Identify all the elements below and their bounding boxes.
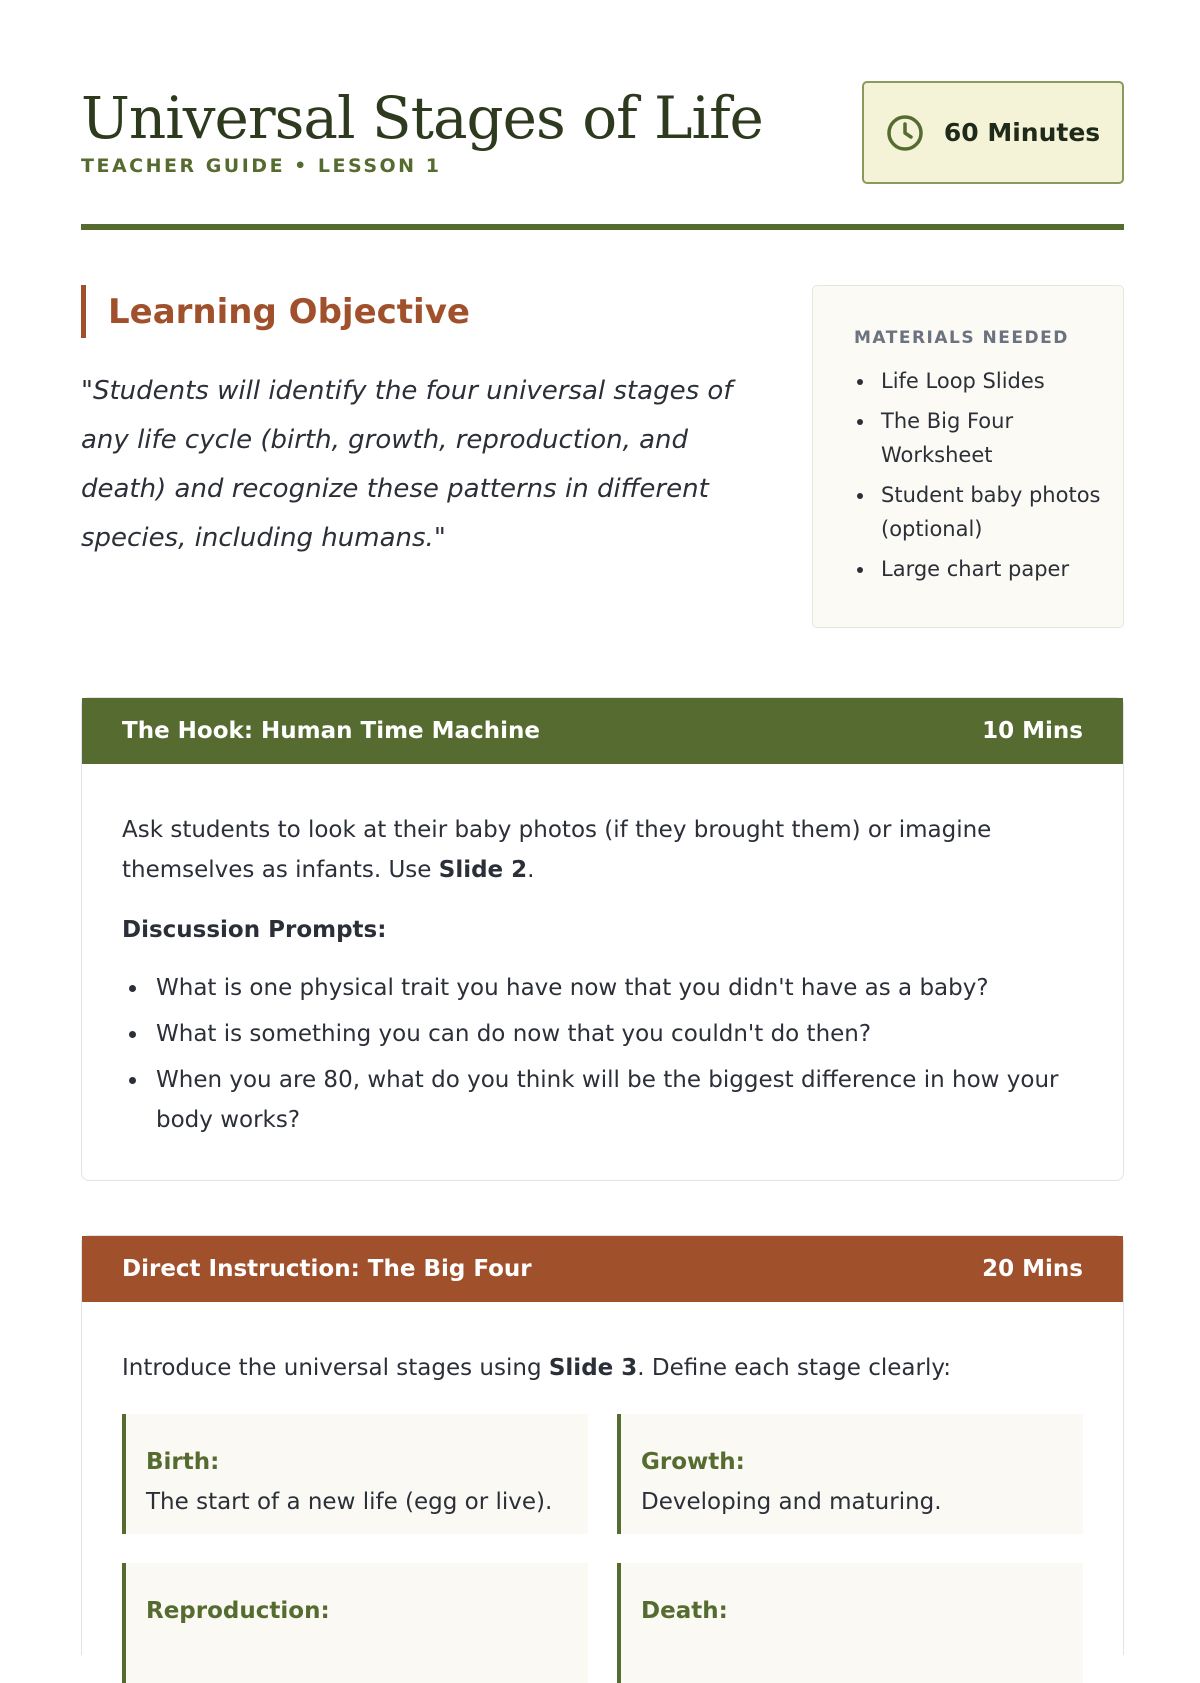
direct-intro-end: . Define each stage clearly:: [637, 1355, 952, 1381]
hook-slide-ref: Slide 2: [438, 857, 528, 883]
prompts-title: Discussion Prompts:: [122, 917, 387, 943]
direct-title: Direct Instruction: The Big Four: [122, 1256, 532, 1282]
direct-body: [82, 1302, 1123, 1683]
direct-header: [82, 1236, 1123, 1302]
hook-body: [82, 764, 1123, 1140]
materials-title: MATERIALS NEEDED: [854, 328, 1069, 348]
duration-badge: [862, 81, 1124, 184]
hook-title: The Hook: Human Time Machine: [122, 718, 540, 744]
hook-intro-text: Ask students to look at their baby photos (if they brought them) or imagine themselves as infants. Use: [122, 817, 992, 883]
clock-icon: [886, 114, 924, 152]
stages-grid: [122, 1414, 1083, 1683]
direct-intro-text: Introduce the universal stages using: [122, 1355, 549, 1381]
stage-name: Death:: [641, 1598, 728, 1624]
header: [81, 0, 1124, 231]
materials-item: Student baby photos (optional): [854, 478, 1103, 546]
direct-time: 20 Mins: [982, 1256, 1083, 1282]
objective-row: [81, 231, 1124, 631]
objective-heading: Learning Objective: [81, 285, 470, 338]
materials-box: [812, 285, 1124, 628]
duration-label: 60 Minutes: [943, 118, 1101, 147]
stage-name: Birth:: [146, 1449, 220, 1475]
direct-instruction-section: [81, 1235, 1124, 1655]
hook-section: [81, 697, 1124, 1181]
stage-name: Reproduction:: [146, 1598, 330, 1624]
stage-card-death: [617, 1563, 1083, 1683]
materials-item: Life Loop Slides: [854, 364, 1103, 398]
stage-card-reproduction: [122, 1563, 588, 1683]
prompts-list: [122, 968, 1083, 1140]
header-divider: [81, 224, 1124, 230]
page-subtitle: TEACHER GUIDE • LESSON 1: [81, 155, 442, 177]
page-title: Universal Stages of Life: [81, 84, 763, 152]
stage-name: Growth:: [641, 1449, 745, 1475]
stage-desc: Developing and maturing.: [641, 1489, 942, 1515]
materials-list: [854, 364, 1103, 586]
direct-slide-ref: Slide 3: [548, 1355, 638, 1381]
prompt-item: What is one physical trait you have now that you didn't have as a baby?: [122, 968, 1083, 1008]
lesson-page: [81, 0, 1124, 1624]
direct-intro: [122, 1348, 1083, 1388]
materials-item: Large chart paper: [854, 552, 1103, 586]
objective-text: "Students will identify the four universal stages of any life cycle (birth, growth, reproduction, and death) and recognize these patterns in different species, including humans.": [81, 376, 733, 553]
hook-intro-end: .: [527, 857, 535, 883]
prompt-item: What is something you can do now that you couldn't do then?: [122, 1014, 1083, 1054]
stage-card-growth: [617, 1414, 1083, 1534]
hook-time: 10 Mins: [982, 718, 1083, 744]
hook-intro: [122, 810, 1083, 890]
prompt-item: When you are 80, what do you think will be the biggest difference in how your body works?: [122, 1060, 1083, 1140]
stage-card-birth: [122, 1414, 588, 1534]
stage-desc: The start of a new life (egg or live).: [146, 1489, 553, 1515]
materials-item: The Big Four Worksheet: [854, 404, 1103, 472]
hook-header: [82, 698, 1123, 764]
